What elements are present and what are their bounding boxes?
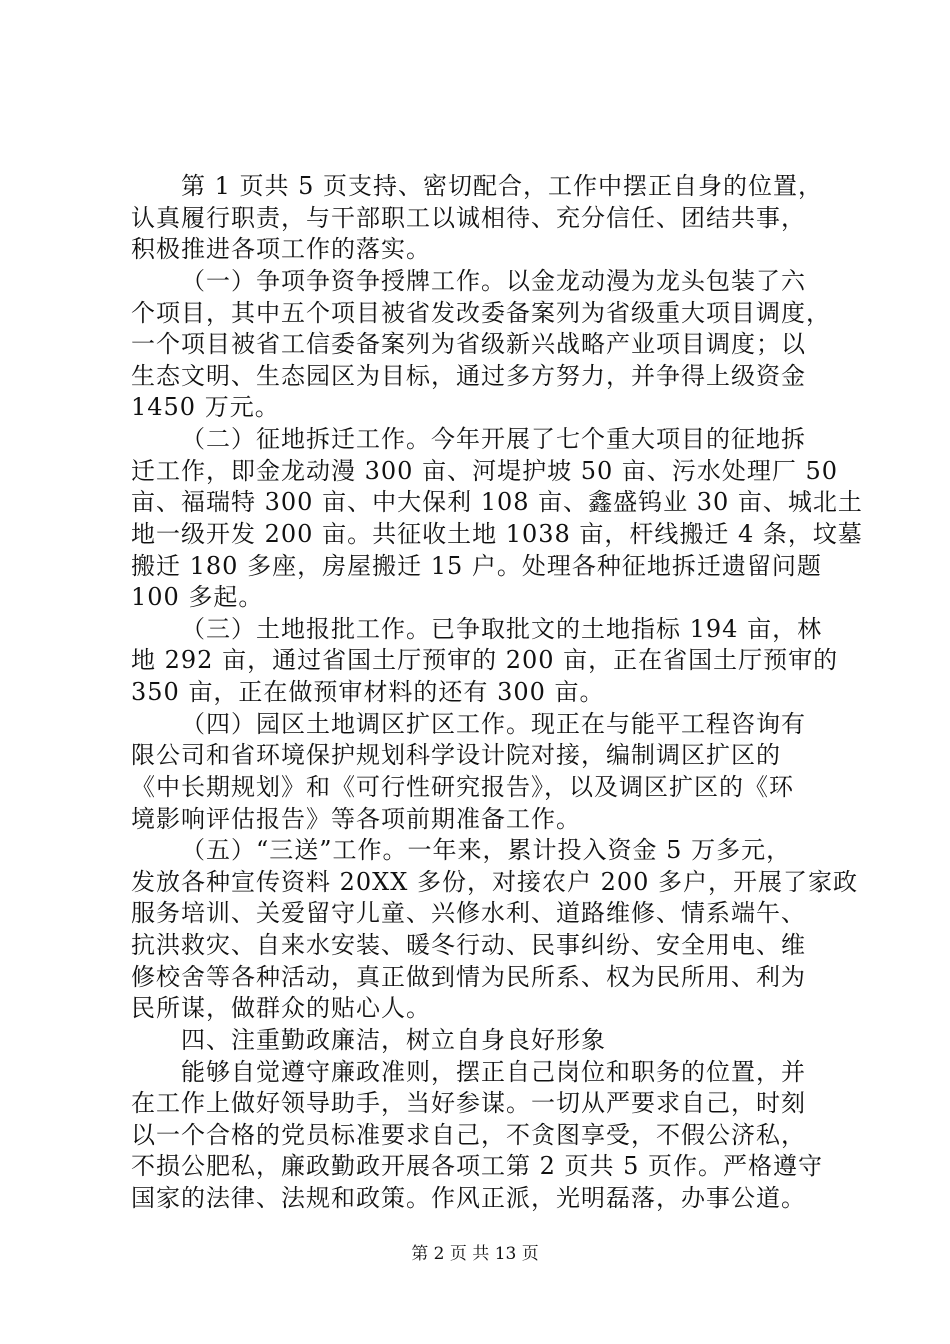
body-line-4: （一）争项争资争授牌工作。以金龙动漫为龙头包装了六 bbox=[181, 267, 806, 295]
body-line-11: 亩、福瑞特 300 亩、中大保利 108 亩、鑫盛钨业 30 亩、城北土 bbox=[131, 488, 863, 516]
body-line-14: 100 多起。 bbox=[131, 583, 264, 611]
body-line-17: 350 亩，正在做预审材料的还有 300 亩。 bbox=[131, 678, 605, 706]
body-line-18: （四）园区土地调区扩区工作。现正在与能平工程咨询有 bbox=[181, 710, 806, 738]
section-heading: 四、注重勤政廉洁，树立自身良好形象 bbox=[181, 1026, 606, 1054]
body-line-7: 生态文明、生态园区为目标，通过多方努力，并争得上级资金 bbox=[131, 362, 806, 390]
body-line-20: 《中长期规划》和《可行性研究报告》，以及调区扩区的《环 bbox=[131, 773, 794, 801]
body-line-21: 境影响评估报告》等各项前期准备工作。 bbox=[131, 805, 581, 833]
body-line-22: （五）“三送”工作。一年来，累计投入资金 5 万多元， bbox=[181, 836, 792, 864]
body-line-24: 服务培训、关爱留守儿童、兴修水利、道路维修、情系端午、 bbox=[131, 899, 806, 927]
body-line-23: 发放各种宣传资料 20XX 多份，对接农户 200 多户，开展了家政 bbox=[131, 868, 859, 896]
body-line-5: 个项目，其中五个项目被省发改委备案列为省级重大项目调度， bbox=[131, 299, 831, 327]
body-line-15: （三）土地报批工作。已争取批文的土地指标 194 亩，林 bbox=[181, 615, 823, 643]
body-line-9: （二）征地拆迁工作。今年开展了七个重大项目的征地拆 bbox=[181, 425, 806, 453]
body-line-12: 地一级开发 200 亩。共征收土地 1038 亩，杆线搬迁 4 条，坟墓 bbox=[131, 520, 863, 548]
body-line-30: 在工作上做好领导助手，当好参谋。一切从严要求自己，时刻 bbox=[131, 1089, 806, 1117]
body-line-13: 搬迁 180 多座，房屋搬迁 15 户。处理各种征地拆迁遗留问题 bbox=[131, 552, 822, 580]
body-line-27: 民所谋，做群众的贴心人。 bbox=[131, 994, 431, 1022]
body-line-33: 国家的法律、法规和政策。作风正派，光明磊落，办事公道。 bbox=[131, 1184, 806, 1212]
body-line-19: 限公司和省环境保护规划科学设计院对接，编制调区扩区的 bbox=[131, 741, 781, 769]
page-footer: 第 2 页 共 13 页 bbox=[411, 1244, 539, 1264]
body-line-6: 一个项目被省工信委备案列为省级新兴战略产业项目调度；以 bbox=[131, 330, 806, 358]
body-line-29: 能够自觉遵守廉政准则，摆正自己岗位和职务的位置，并 bbox=[181, 1058, 806, 1086]
body-line-3: 积极推进各项工作的落实。 bbox=[131, 235, 431, 263]
body-line-16: 地 292 亩，通过省国土厅预审的 200 亩，正在省国土厅预审的 bbox=[131, 646, 839, 674]
body-line-8: 1450 万元。 bbox=[131, 393, 280, 421]
body-line-32: 不损公肥私，廉政勤政开展各项工第 2 页共 5 页作。严格遵守 bbox=[131, 1152, 824, 1180]
body-line-25: 抗洪救灾、自来水安装、暖冬行动、民事纠纷、安全用电、维 bbox=[131, 931, 806, 959]
body-line-10: 迁工作，即金龙动漫 300 亩、河堤护坡 50 亩、污水处理厂 50 bbox=[131, 457, 839, 485]
body-line-26: 修校舍等各种活动，真正做到情为民所系、权为民所用、利为 bbox=[131, 963, 806, 991]
body-line-1: 第 1 页共 5 页支持、密切配合，工作中摆正自身的位置， bbox=[181, 172, 824, 200]
body-line-2: 认真履行职责，与干部职工以诚相待、充分信任、团结共事， bbox=[131, 204, 806, 232]
body-line-31: 以一个合格的党员标准要求自己，不贪图享受，不假公济私， bbox=[131, 1121, 806, 1149]
